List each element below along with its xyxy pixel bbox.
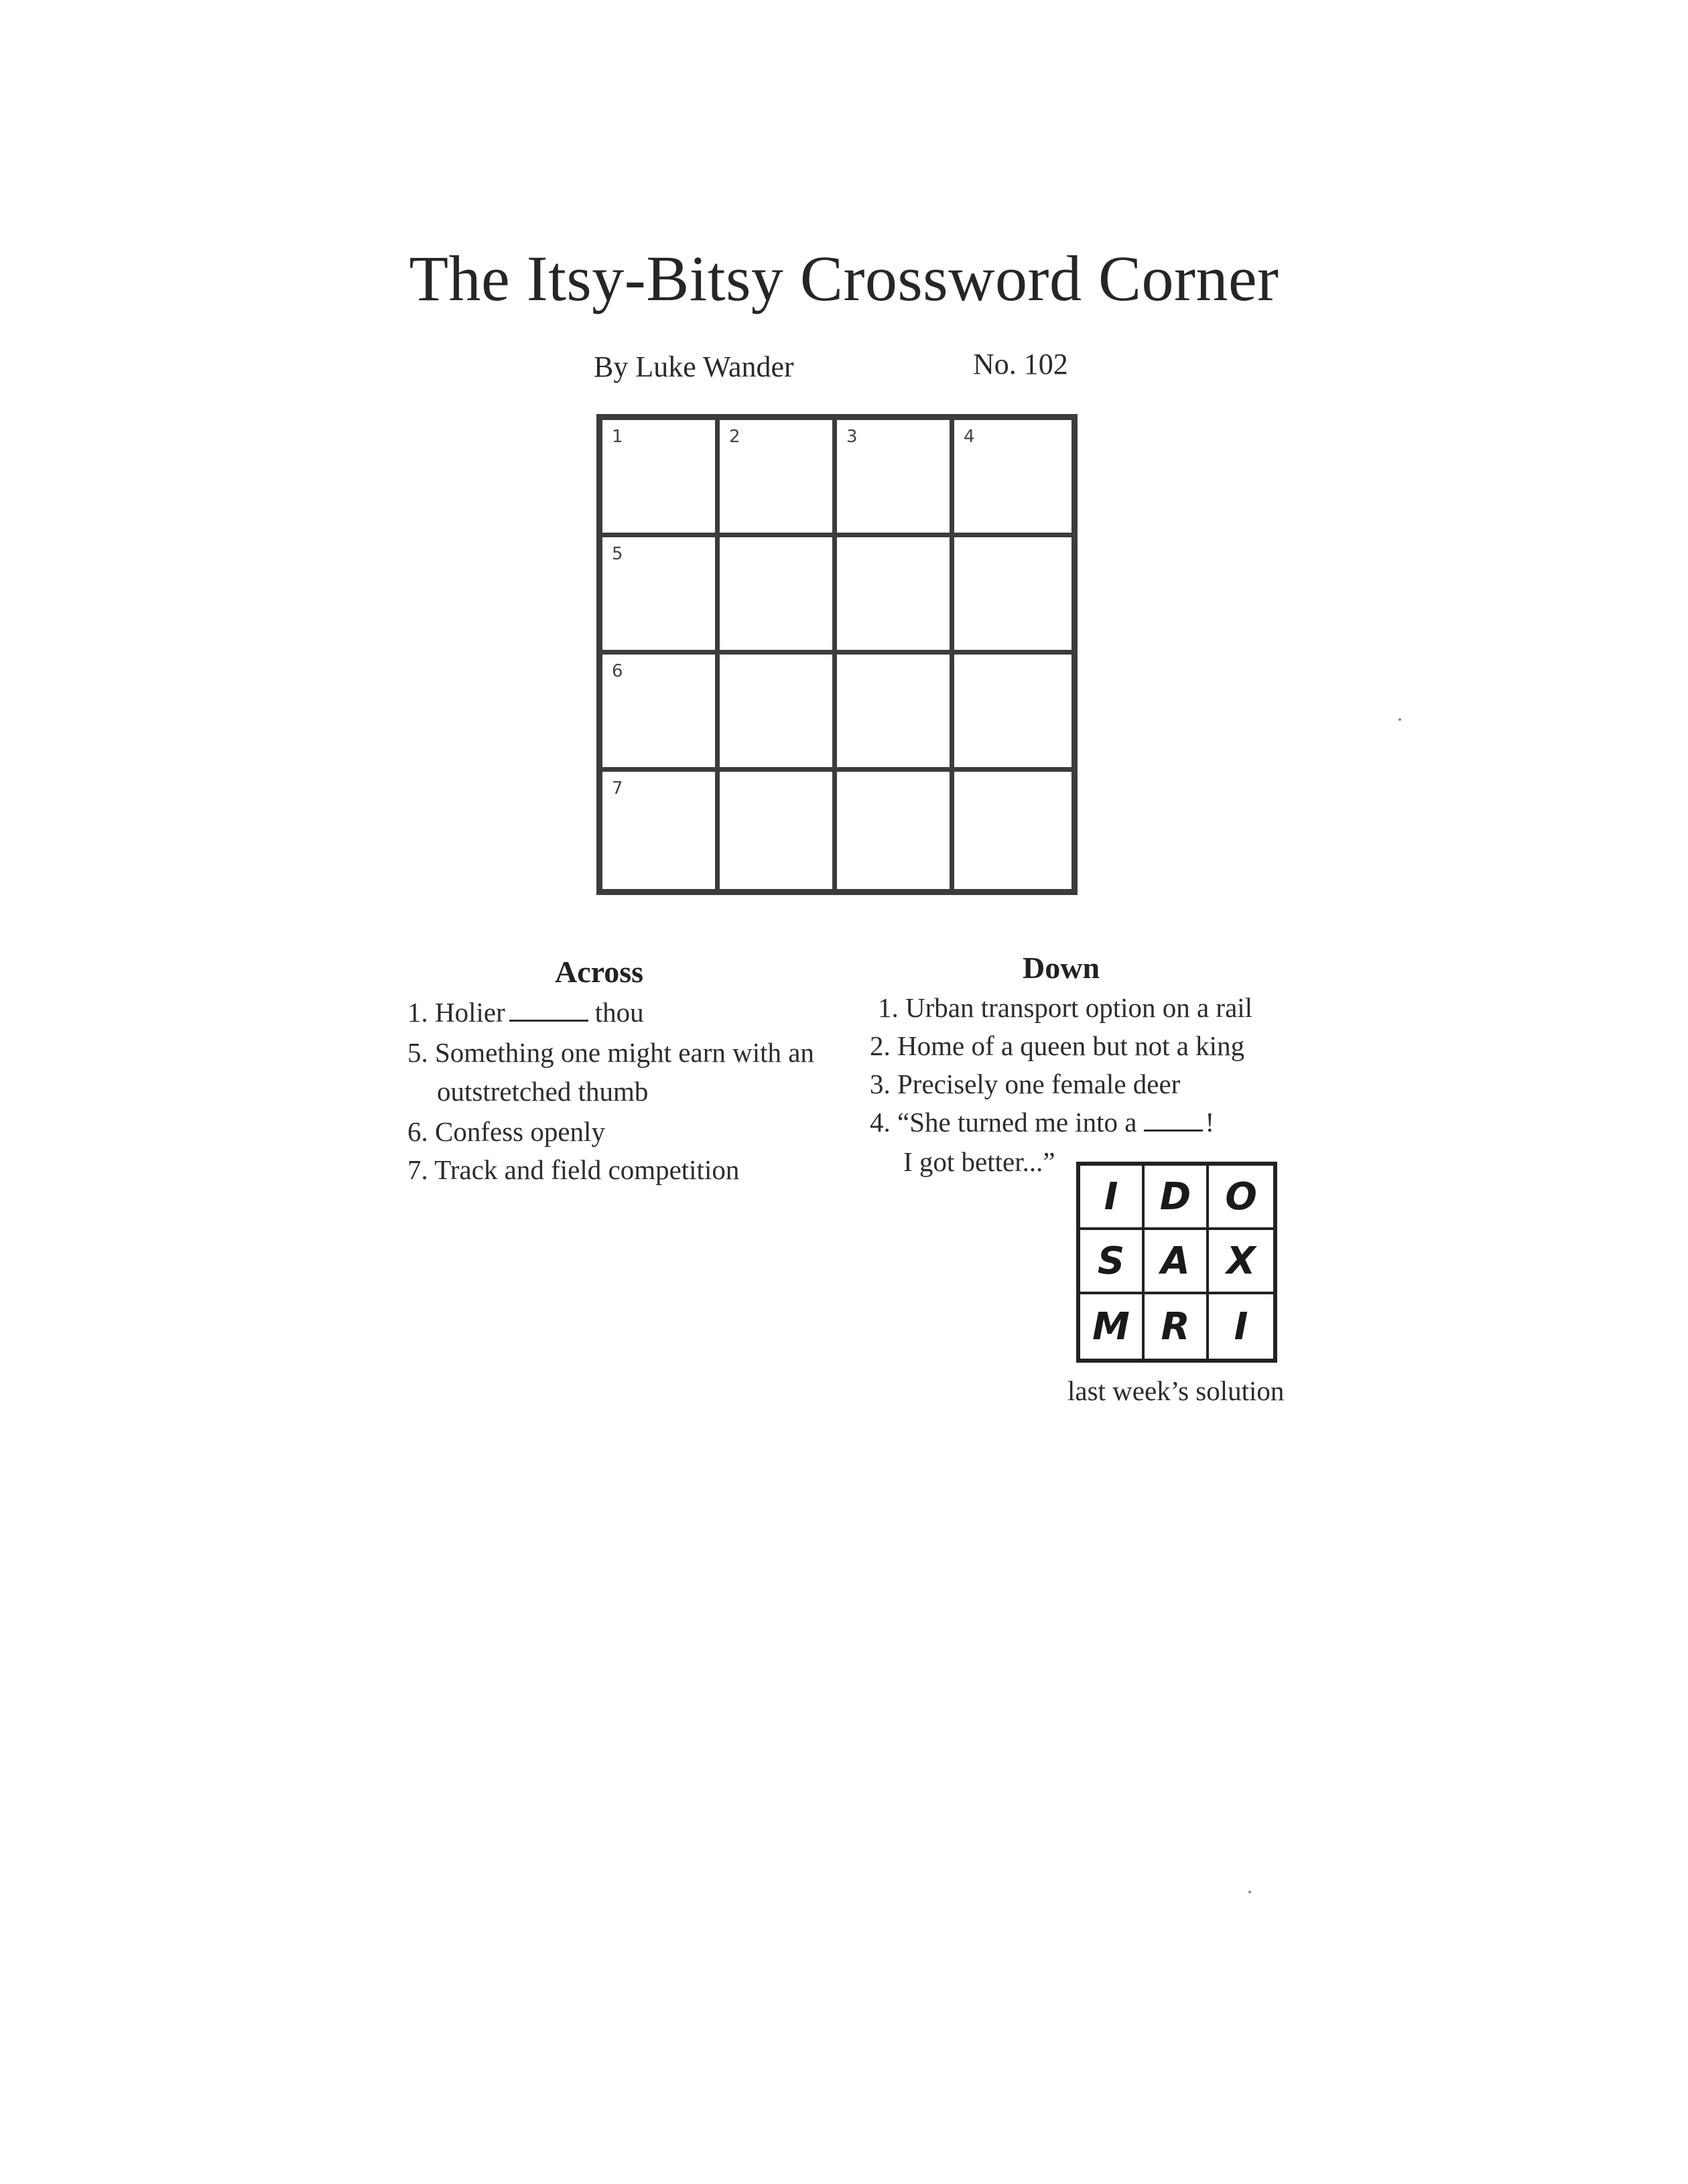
solution-caption: last week’s solution <box>1067 1375 1285 1406</box>
clue-number: 4 <box>964 427 975 447</box>
clue-number: 2 <box>729 427 740 447</box>
grid-cell[interactable] <box>837 420 954 537</box>
clue-text: 1. Holier <box>407 997 505 1028</box>
grid-cell[interactable] <box>602 537 720 655</box>
grid-cell[interactable] <box>954 772 1072 889</box>
across-clue-5: 5. Something one might earn with an <box>407 1037 814 1068</box>
solution-letter: M <box>1080 1294 1145 1359</box>
solution-letter: R <box>1145 1294 1209 1359</box>
solution-letter: I <box>1080 1166 1145 1230</box>
scan-speck <box>1399 718 1401 721</box>
clue-number: 1 <box>612 427 623 447</box>
puzzle-title: The Itsy-Bitsy Crossword Corner <box>409 243 1279 314</box>
across-heading: Across <box>555 955 644 989</box>
down-clue-4 <box>870 1106 1214 1138</box>
grid-cell[interactable] <box>720 537 837 655</box>
solution-letter: S <box>1080 1230 1145 1294</box>
solution-letter: A <box>1145 1230 1209 1294</box>
across-clue-5-continued: outstretched thumb <box>437 1076 649 1107</box>
grid-cell[interactable] <box>602 655 720 772</box>
clue-number: 7 <box>612 778 623 799</box>
crossword-grid <box>596 414 1078 895</box>
across-clue-6: 6. Confess openly <box>407 1116 605 1147</box>
solution-letter: X <box>1209 1230 1273 1294</box>
grid-cell[interactable] <box>602 420 720 537</box>
grid-cell[interactable] <box>720 655 837 772</box>
grid-cell[interactable] <box>837 772 954 889</box>
clue-number: 5 <box>612 544 623 564</box>
across-clue-1 <box>407 996 644 1028</box>
grid-cell[interactable] <box>837 655 954 772</box>
issue-number: No. 102 <box>973 348 1068 381</box>
clue-text: thou <box>594 997 644 1028</box>
scan-speck <box>1248 1891 1251 1893</box>
down-clue-2: 2. Home of a queen but not a king <box>870 1030 1245 1061</box>
down-heading: Down <box>1023 951 1100 985</box>
down-clue-1: 1. Urban transport option on a rail <box>878 992 1253 1023</box>
grid-cell[interactable] <box>837 537 954 655</box>
last-week-solution-grid <box>1076 1162 1277 1363</box>
across-clue-7: 7. Track and field competition <box>407 1154 740 1185</box>
clue-number: 6 <box>612 661 623 681</box>
grid-cell[interactable] <box>954 537 1072 655</box>
solution-letter: D <box>1145 1166 1209 1230</box>
author-byline: By Luke Wander <box>594 350 794 383</box>
grid-cell[interactable] <box>720 420 837 537</box>
clue-number: 3 <box>846 427 858 447</box>
answer-blank <box>509 1018 588 1022</box>
solution-letter: O <box>1209 1166 1273 1230</box>
solution-letter: I <box>1234 1304 1248 1349</box>
grid-cell[interactable] <box>602 772 720 889</box>
grid-cell[interactable] <box>720 772 837 889</box>
down-clue-4-continued: I got better...” <box>903 1146 1055 1177</box>
clue-text: 4. “She turned me into a <box>870 1107 1137 1138</box>
grid-cell[interactable] <box>954 420 1072 537</box>
down-clue-3: 3. Precisely one female deer <box>870 1069 1181 1099</box>
clue-text: ! <box>1205 1107 1215 1138</box>
answer-blank <box>1144 1128 1203 1132</box>
grid-cell[interactable] <box>954 655 1072 772</box>
